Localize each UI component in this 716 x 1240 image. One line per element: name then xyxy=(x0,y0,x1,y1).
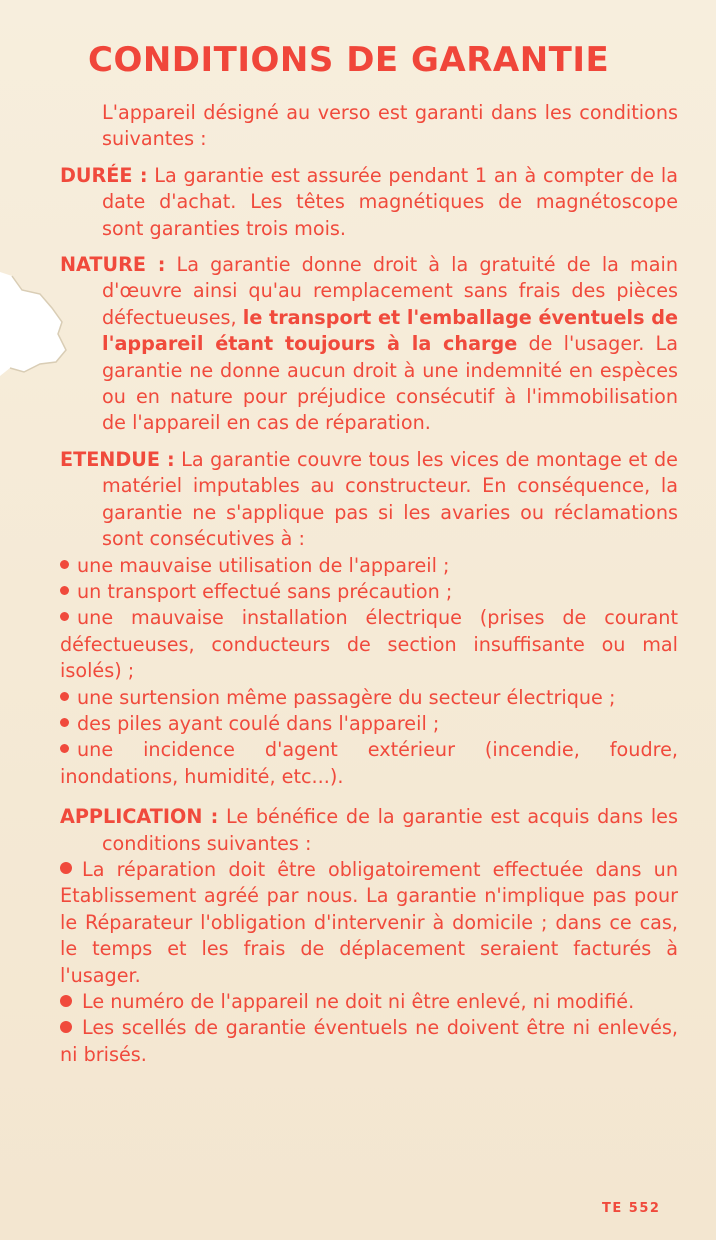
conditions-body xyxy=(60,100,678,1068)
list-item: une incidence d'agent extérieur (incendie, foudre, inondations, humidité, etc...). xyxy=(60,738,678,788)
bullet-icon xyxy=(60,718,69,727)
list-item: La réparation doit être obligatoirement effectuée dans un Etablissement agréé par nous. La garantie n'implique pas pour le Réparateur l'obligation d'intervenir à domicile ; dans ce cas, le temps et les frais de déplacement seraient facturés à l'usager. xyxy=(60,857,678,987)
section-duree xyxy=(60,163,678,242)
section-application xyxy=(60,804,678,1068)
list-item: des piles ayant coulé dans l'appareil ; xyxy=(60,711,678,737)
bullet-icon xyxy=(60,862,72,874)
section-etendue xyxy=(60,447,678,790)
section-nature xyxy=(60,252,678,437)
list-item: un transport effectué sans précaution ; xyxy=(60,579,678,605)
intro-text: L'appareil désigné au verso est garanti dans les conditions suivantes : xyxy=(102,101,678,151)
list-item: Le numéro de l'appareil ne doit ni être enlevé, ni modifié. xyxy=(60,989,678,1015)
duree-text: La garantie est assurée pendant 1 an à compter de la date d'achat. Les têtes magnétiques de magnétoscope sont garanties trois mois. xyxy=(102,163,678,240)
list-item: une mauvaise utilisation de l'appareil ; xyxy=(60,553,678,579)
etendue-text: La garantie couvre tous les vices de montage et de matériel imputables au constructeur. En conséquence, la garantie ne s'applique pas si les avaries ou réclamations sont consécutives à : xyxy=(102,447,678,551)
bullet-icon xyxy=(60,744,69,753)
etendue-label: ETENDUE : xyxy=(60,447,175,471)
form-code: TE 552 xyxy=(602,1201,661,1216)
bullet-icon xyxy=(60,995,72,1007)
bullet-icon xyxy=(60,692,69,701)
bullet-icon xyxy=(60,612,69,621)
bullet-icon xyxy=(60,1021,72,1033)
nature-text-b: de l'usager. La garantie ne donne aucun droit à une indemnité en espèces ou en nature pour préjudice consécutif à l'immobilisation de l'appareil en cas de réparation. xyxy=(102,332,678,435)
nature-text-a: La garantie donne droit à la gratuité de la main d'œuvre ainsi qu'au remplacement sans frais des pièces défectueuses, xyxy=(102,253,678,329)
list-item: une mauvaise installation électrique (prises de courant défectueuses, conducteurs de section insuffisante ou mal isolés) ; xyxy=(60,606,678,683)
page-title: CONDITIONS DE GARANTIE xyxy=(88,40,610,80)
list-item: Les scellés de garantie éventuels ne doivent être ni enlevés, ni brisés. xyxy=(60,1016,678,1066)
nature-text-bold: le transport et l'emballage éventuels de l'appareil étant toujours à la charge xyxy=(102,305,678,356)
list-item: une surtension même passagère du secteur électrique ; xyxy=(60,685,678,711)
application-label: APPLICATION : xyxy=(60,805,219,829)
bullet-icon xyxy=(60,586,69,595)
nature-label: NATURE : xyxy=(60,253,166,277)
bullet-icon xyxy=(60,560,69,569)
duree-label: DURÉE : xyxy=(60,163,148,187)
application-text: Le bénéfice de la garantie est acquis dans les conditions suivantes : xyxy=(102,805,678,855)
